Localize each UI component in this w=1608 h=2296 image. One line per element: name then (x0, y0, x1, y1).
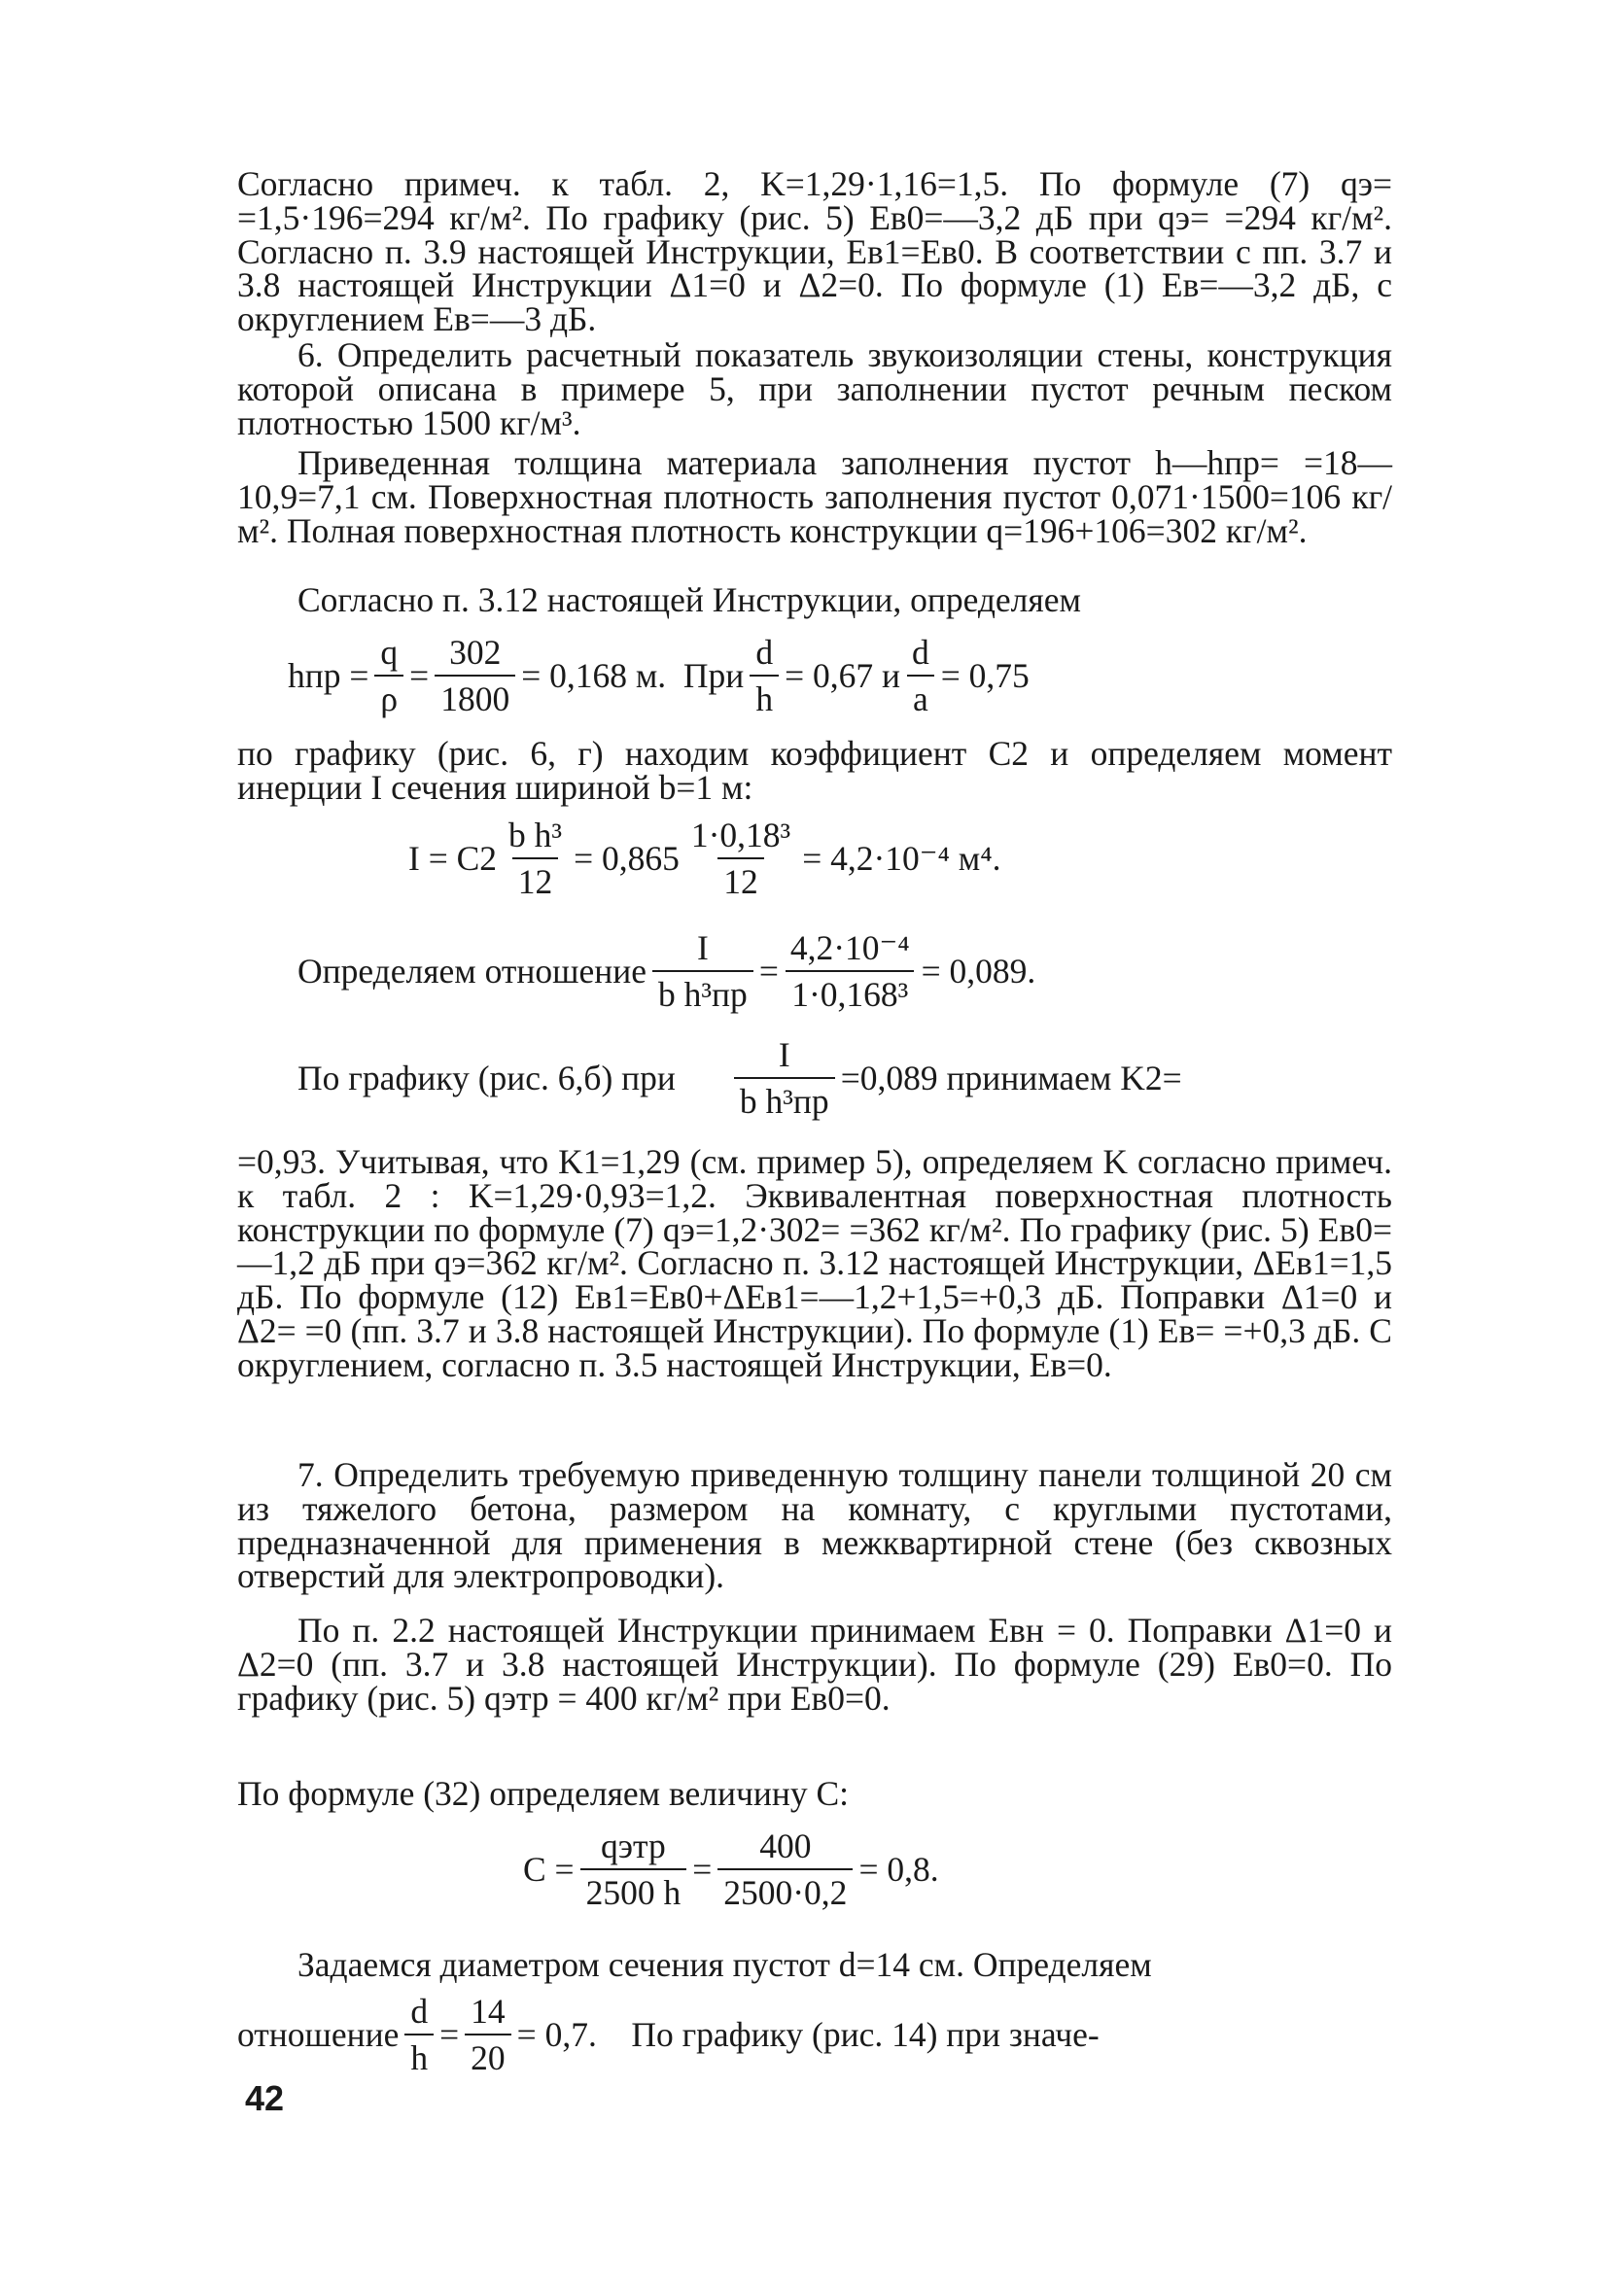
eq3-fraction-I-bh3: $\frac{I}{\text{b h³пр}}$ (652, 929, 753, 1013)
paragraph-formula32: По формуле (32) определяем величину C: (237, 1774, 850, 1813)
paragraph-example6-thickness: Приведенная толщина материала заполнения пустот h—hпр= =18—10,9=7,1 см. Поверхностная плотность заполнения пустот 0,071·1500=106 кг/м². Полная поверхностная плотность конструкции q=196+106=302 кг/м². (237, 443, 1392, 550)
equation-reduced-thickness: hпр = $\frac{q}{\rho}$ = $\frac{302}{1800}$ = 0,168 м. При $\frac{d}{h}$ = 0,67 и $\frac{d}{a}$ = 0,75 (288, 633, 1030, 718)
eq2-fraction-bh3-12: $\frac{\text{b h³}}{12}$ (508, 816, 563, 901)
eq1-lhs: hпр = (288, 656, 369, 695)
equation-ratio: Определяем отношение $\frac{I}{\text{b h³пр}}$ = $\frac{\text{4,2·10⁻⁴}}{\text{1·0,168³}}$ = 0,089. (297, 928, 1036, 1014)
equation-moment-of-inertia: I = C2 $\frac{\text{b h³}}{12}$ = 0,865 $\frac{\text{1·0,18³}}{12}$ = 4,2·10⁻⁴ м⁴. (408, 816, 1001, 901)
eq2-fraction-numeric: $\frac{\text{1·0,18³}}{12}$ (690, 816, 791, 901)
paragraph-example6-clause: Согласно п. 3.12 настоящей Инструкции, определяем (297, 580, 1081, 619)
equation-C: C = $\frac{\text{qэтр}}{2500 h}$ = $\frac{400}{2500\cdot 0,2}$ = 0,8. (523, 1826, 939, 1912)
eq1-fraction-d-h: $\frac{d}{h}$ (750, 634, 779, 717)
eq6-fraction-14-20: $\frac{14}{20}$ (465, 1993, 511, 2076)
paragraph-example5-end: Согласно примеч. к табл. 2, K=1,29·1,16=1,5. По формуле (7) qэ= =1,5·196=294 кг/м². По графику (рис. 5) Eв0=—3,2 дБ при qэ= =294 кг/м². Согласно п. 3.9 настоящей Инструкции, Eв1=Eв0. В соответствии с пп. 3.7 и 3.8 настоящей Инструкции Δ1=0 и Δ2=0. По формуле (1) Eв=—3,2 дБ, с округлением Eв=—3 дБ. (237, 164, 1392, 339)
eq5-fraction-q-2500h: $\frac{\text{qэтр}}{2500 h}$ (580, 1827, 687, 1911)
paragraph-diameter: Задаемся диаметром сечения пустот d=14 см. Определяем (297, 1945, 1152, 1984)
eq6-fraction-d-h: $\frac{d}{h}$ (404, 1993, 434, 2076)
paragraph-graph-coefficient: по графику (рис. 6, г) находим коэффициент C2 и определяем момент инерции I сечения шириной b=1 м: (237, 734, 1392, 807)
paragraph-example7-clause: По п. 2.2 настоящей Инструкции принимаем Eвн = 0. Поправки Δ1=0 и Δ2=0 (пп. 3.7 и 3.8 настоящей Инструкции). По формуле (29) Eв0=0. По графику (рис. 5) qэтр = 400 кг/м² при Eв0=0. (237, 1611, 1392, 1718)
paragraph-example7-task: 7. Определить требуемую приведенную толщину панели толщиной 20 см из тяжелого бетона, размером на комнату, с круглыми пустотами, предназначенной для применения в межквартирной стене (без сквозных отверстий для электропроводки). (237, 1455, 1392, 1596)
paragraph-example6-task: 6. Определить расчетный показатель звукоизоляции стены, конструкция которой описана в примере 5, при заполнении пустот речным песком плотностью 1500 кг/м³. (237, 335, 1392, 442)
page-number: 42 (245, 2078, 285, 2118)
eq1-fraction-d-a: $\frac{d}{a}$ (906, 634, 935, 717)
eq5-fraction-numeric: $\frac{400}{2500\cdot 0,2}$ (717, 1827, 853, 1911)
eq4-fraction-I-bh3: $\frac{I}{\text{b h³пр}}$ (734, 1036, 835, 1120)
paragraph-example6-result: =0,93. Учитывая, что K1=1,29 (см. пример 5), определяем K согласно примеч. к табл. 2 : K=1,29·0,93=1,2. Эквивалентная поверхностная плотность конструкции по формуле (7) qэ=1,2·302= =362 кг/м². По графику (рис. 5) Eв0=—1,2 дБ при qэ=362 кг/м². Согласно п. 3.12 настоящей Инструкции, ΔEв1=1,5 дБ. По формуле (12) Eв1=Eв0+ΔEв1=—1,2+1,5=+0,3 дБ. Поправки Δ1=0 и Δ2= =0 (пп. 3.7 и 3.8 настоящей Инструкции). По формуле (1) Eв= =+0,3 дБ. С округлением, согласно п. 3.5 настоящей Инструкции, Eв=0. (237, 1142, 1392, 1384)
equation-d-h-ratio: отношение $\frac{d}{h}$ = $\frac{14}{20}$ = 0,7. По графику (рис. 14) при значе- (237, 1992, 1100, 2077)
eq1-fraction-q-rho: $\frac{q}{\rho}$ (374, 634, 403, 717)
eq1-fraction-302-1800: $\frac{302}{1800}$ (435, 634, 515, 717)
eq3-fraction-numeric: $\frac{\text{4,2·10⁻⁴}}{\text{1·0,168³}}$ (785, 929, 916, 1013)
equation-graph-ratio: По графику (рис. 6,б) при $\frac{I}{\text{b h³пр}}$ =0,089 принимаем K2= (297, 1035, 1182, 1121)
